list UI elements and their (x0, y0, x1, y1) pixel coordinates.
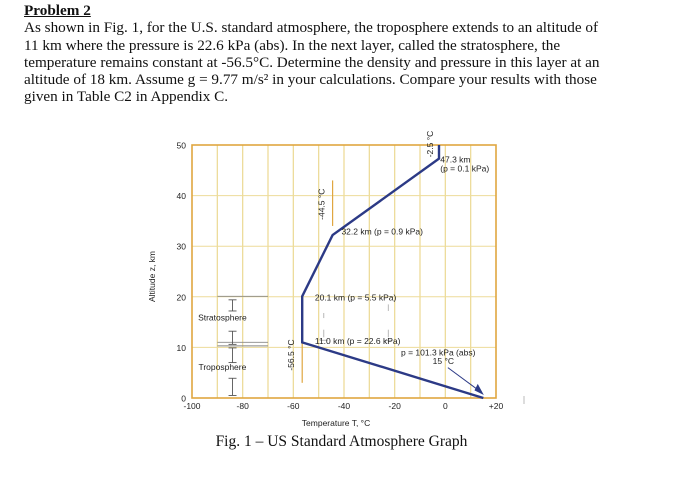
y-tick-label: 20 (176, 292, 186, 303)
y-tick-label: 50 (176, 140, 186, 151)
annotation-label: (p = 0.1 kPa) (440, 163, 490, 174)
annotation-label: 32.2 km (p = 0.9 kPa) (341, 226, 423, 237)
annotation-label: p = 101.3 kPa (abs) (401, 347, 476, 358)
x-tick-label: -80 (236, 401, 249, 411)
pointer-arrowhead (474, 384, 483, 395)
temperature-profile (302, 145, 484, 398)
y-tick-label: 10 (176, 342, 186, 353)
reference-label: -2.5 °C (425, 130, 435, 158)
x-tick-label: -60 (287, 401, 300, 411)
temperature-profile-line (302, 145, 483, 398)
x-tick-label: -20 (388, 401, 401, 411)
problem-line: temperature remains constant at -56.5°C. Determine the density and pressure in this layer at an (24, 53, 600, 71)
region-label: Stratosphere (198, 312, 247, 323)
reference-label: -56.5 °C (286, 339, 297, 371)
problem-line: 11 km where the pressure is 22.6 kPa (abs). In the next layer, called the stratosphere, the (24, 36, 561, 54)
y-tick-label: 0 (181, 393, 186, 404)
annotation-label: 11.0 km (p = 22.6 kPa) (314, 335, 401, 346)
annotation-label: 47.3 km (440, 154, 471, 165)
problem-line: altitude of 18 km. Assume g = 9.77 m/s² in your calculations. Compare your results with those (24, 71, 597, 89)
region-label: Troposphere (198, 362, 247, 373)
problem-line: given in Table C2 in Appendix C. (24, 88, 229, 106)
annotation-label: 15 °C (432, 356, 455, 367)
x-tick-label: 0 (442, 401, 448, 411)
y-tick-label: 40 (176, 191, 186, 202)
problem-line: As shown in Fig. 1, for the U.S. standard atmosphere, the troposphere extends to an altitude of (24, 19, 599, 37)
chart-labels (147, 131, 503, 428)
annotation-label: 20.1 km (p = 5.5 kPa) (314, 292, 397, 303)
x-axis-title: Temperature T, °C (301, 418, 371, 428)
figure-caption: Fig. 1 – US Standard Atmosphere Graph (215, 433, 468, 450)
y-axis-title: Altitude z, km (147, 250, 157, 303)
x-tick-label: +20 (488, 401, 504, 411)
reference-label: -44.5 °C (316, 188, 327, 220)
x-tick-label: -100 (183, 401, 201, 411)
problem-title: Problem 2 (24, 2, 91, 19)
y-tick-label: 30 (176, 241, 186, 252)
x-tick-label: -40 (337, 401, 351, 411)
